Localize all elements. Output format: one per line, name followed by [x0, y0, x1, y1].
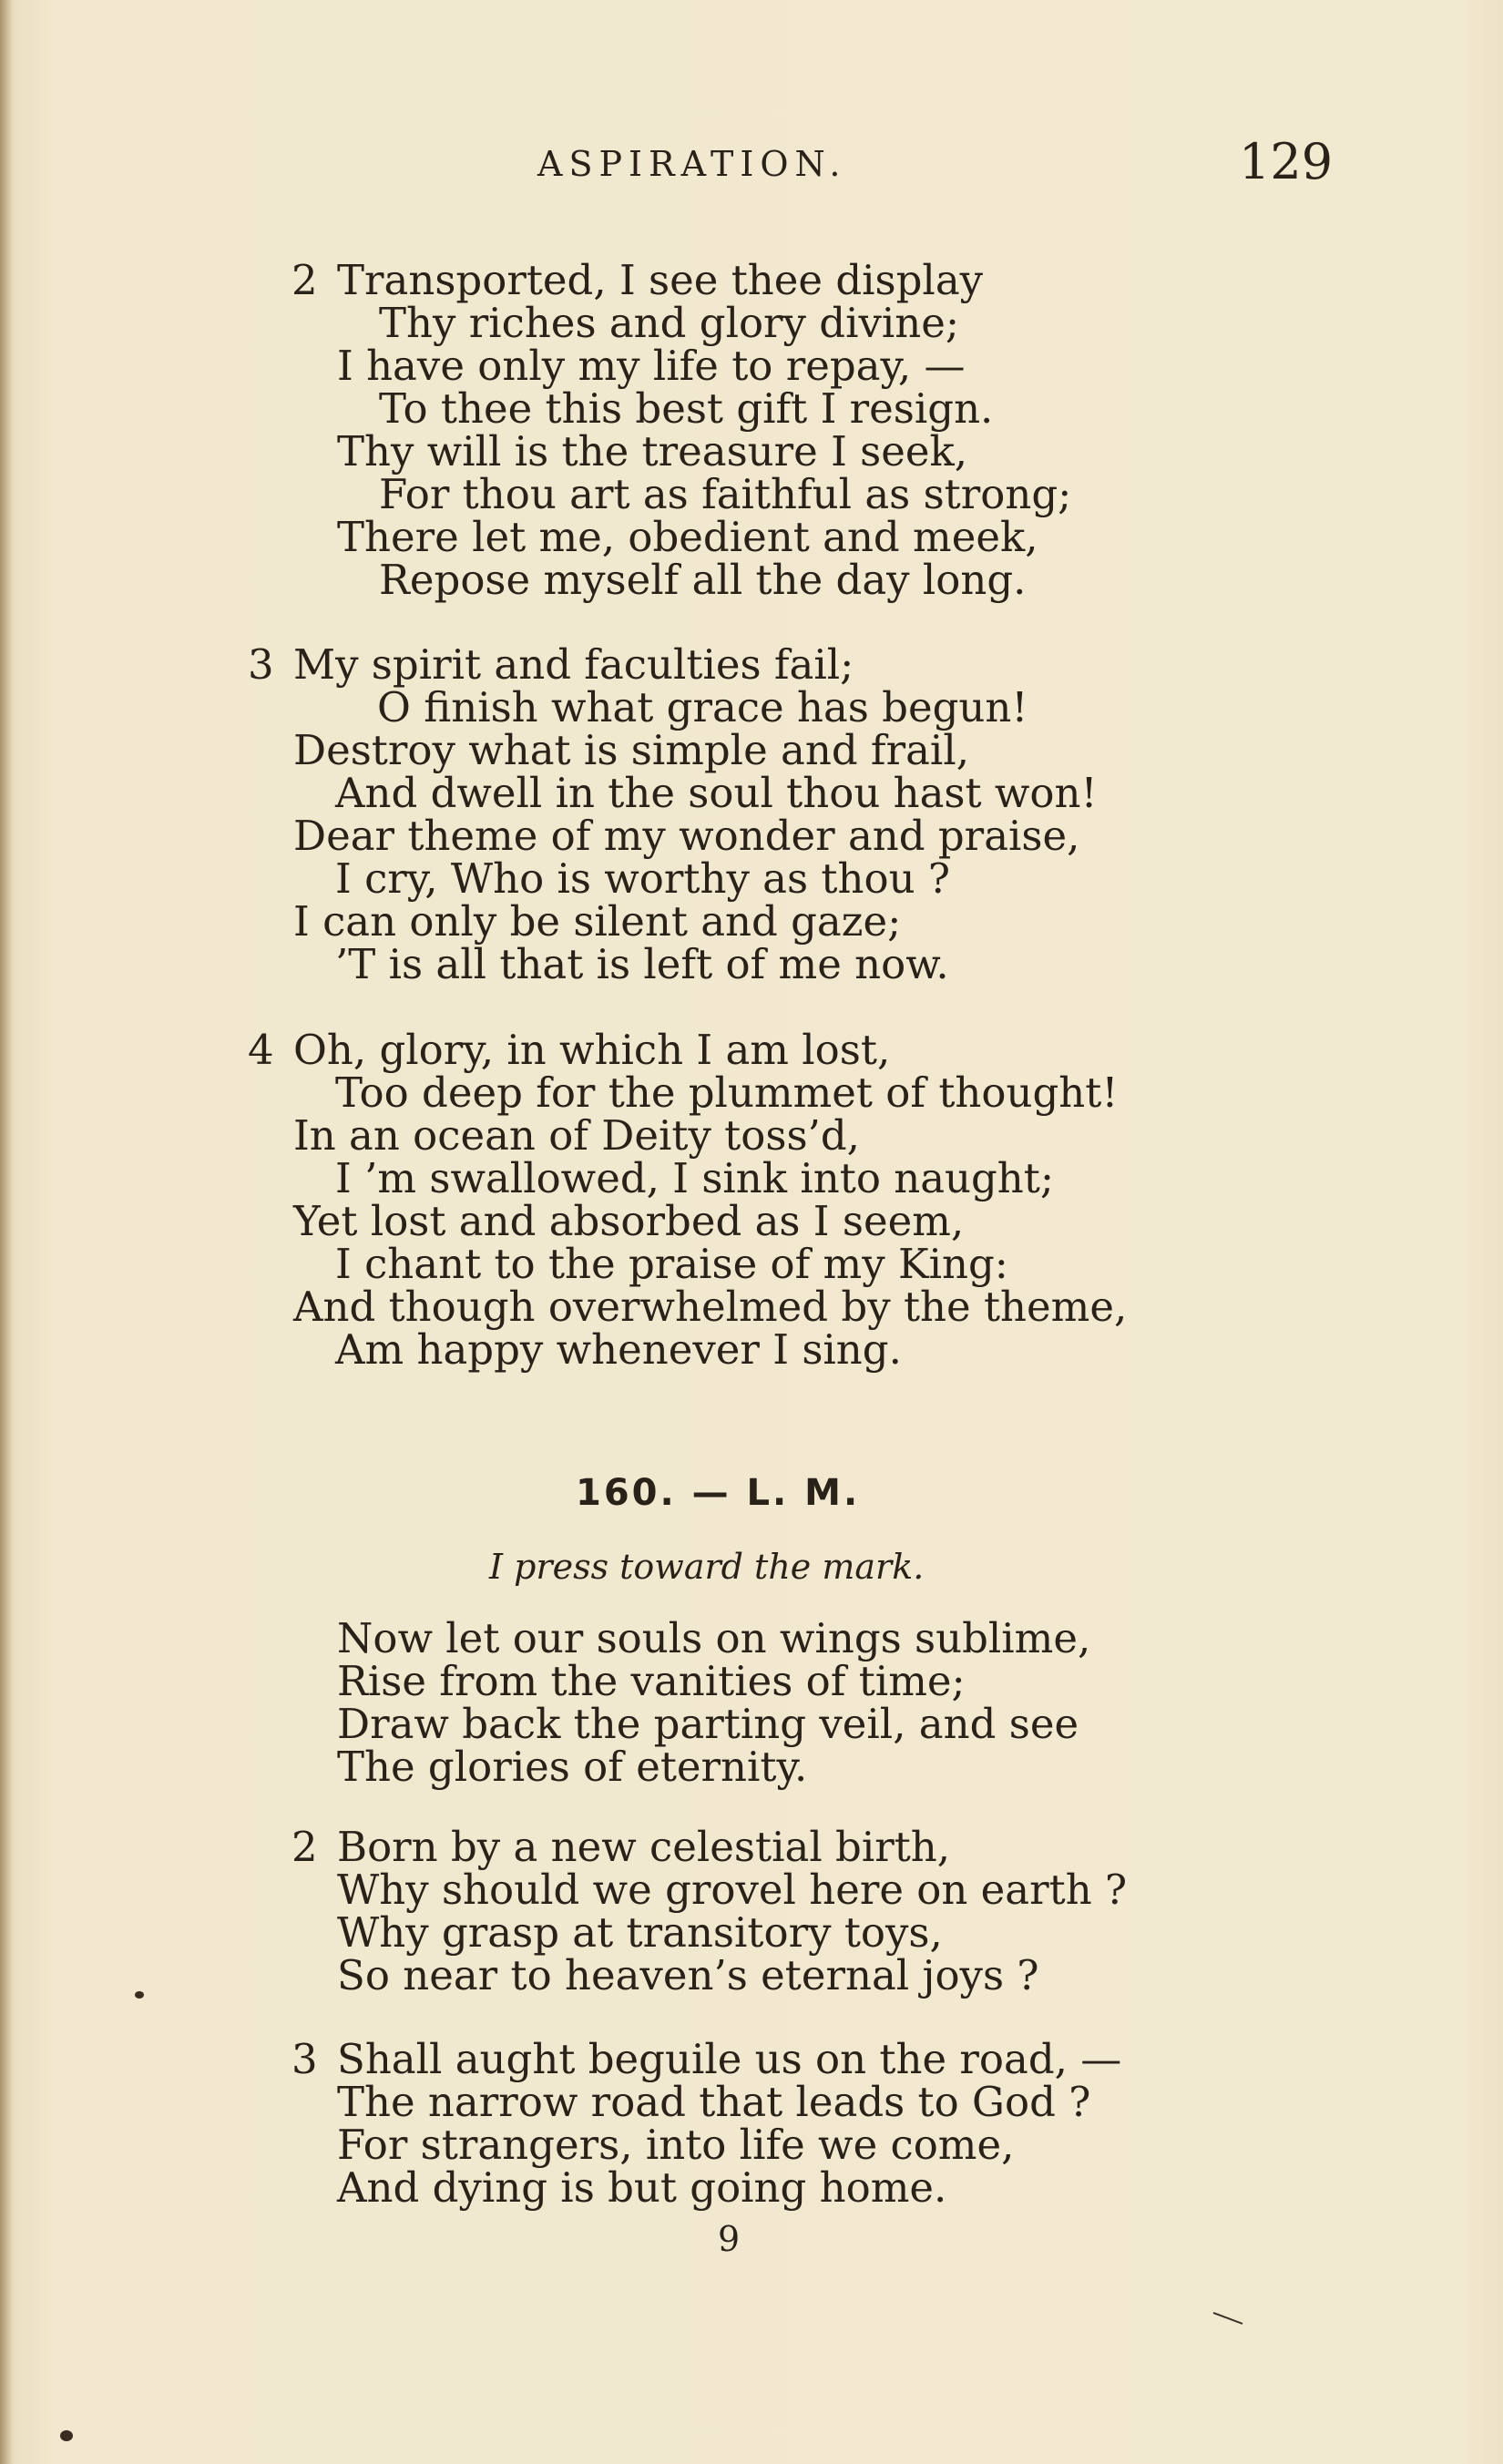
- verse-line: Dear theme of my wonder and praise,: [293, 812, 1080, 860]
- verse-line: I ’m swallowed, I sink into naught;: [335, 1154, 1055, 1202]
- stanza-number: 2: [291, 256, 318, 304]
- verse-line: Thy will is the treasure I seek,: [337, 427, 968, 475]
- verse-line: The glories of eternity.: [337, 1743, 808, 1791]
- verse-line: O finish what grace has begun!: [377, 683, 1028, 731]
- signature-mark: 9: [718, 2219, 741, 2259]
- hymn-subtitle: I press toward the mark.: [489, 1547, 925, 1587]
- verse-line: I cry, Who is worthy as thou ?: [335, 854, 950, 903]
- verse-line: And though overwhelmed by the theme,: [293, 1283, 1128, 1331]
- verse-line: I chant to the praise of my King:: [335, 1240, 1008, 1288]
- verse-line: Why grasp at transitory toys,: [337, 1908, 943, 1957]
- verse-line: For strangers, into life we come,: [337, 2121, 1015, 2169]
- verse-line: I have only my life to repay, —: [337, 342, 966, 390]
- running-head: ASPIRATION.: [537, 144, 847, 184]
- verse-line: To thee this best gift I resign.: [379, 384, 994, 433]
- stanza-number: 2: [291, 1823, 318, 1871]
- verse-line: Yet lost and absorbed as I seem,: [293, 1197, 965, 1245]
- pencil-mark: [1212, 2309, 1248, 2327]
- stanza-number: 3: [248, 640, 274, 689]
- verse-line: So near to heaven’s eternal joys ?: [337, 1951, 1039, 1999]
- page-number: 129: [1239, 133, 1334, 190]
- verse-line: And dwell in the soul thou hast won!: [335, 769, 1098, 817]
- verse-line: ’T is all that is left of me now.: [335, 940, 949, 988]
- verse-line: Oh, glory, in which I am lost,: [293, 1026, 891, 1074]
- verse-line: Born by a new celestial birth,: [337, 1823, 951, 1871]
- verse-line: Destroy what is simple and frail,: [293, 726, 970, 774]
- verse-line: Why should we grovel here on earth ?: [337, 1866, 1128, 1914]
- verse-line: Draw back the parting veil, and see: [337, 1700, 1079, 1748]
- stanza-number: 3: [291, 2035, 318, 2083]
- verse-line: My spirit and faculties fail;: [293, 640, 854, 689]
- verse-line: For thou art as faithful as strong;: [379, 470, 1072, 518]
- verse-line: Transported, I see thee display: [337, 256, 984, 304]
- stanza-number: 4: [248, 1026, 274, 1074]
- verse-line: In an ocean of Deity toss’d,: [293, 1111, 860, 1160]
- verse-line: Am happy whenever I sing.: [335, 1325, 902, 1374]
- verse-line: Rise from the vanities of time;: [337, 1657, 966, 1705]
- verse-line: There let me, obedient and meek,: [337, 513, 1038, 561]
- verse-line: And dying is but going home.: [337, 2163, 947, 2212]
- ink-speck: [135, 1991, 144, 1999]
- verse-line: I can only be silent and gaze;: [293, 897, 902, 946]
- verse-line: Thy riches and glory divine;: [379, 299, 960, 347]
- verse-line: The narrow road that leads to God ?: [337, 2078, 1091, 2126]
- verse-line: Too deep for the plummet of thought!: [335, 1068, 1119, 1117]
- ink-speck: [60, 2430, 73, 2441]
- verse-line: Now let our souls on wings sublime,: [337, 1614, 1091, 1662]
- page-spine-edge: [0, 0, 13, 2464]
- verse-line: Repose myself all the day long.: [379, 556, 1027, 604]
- hymn-heading: 160. — L. M.: [576, 1472, 861, 1514]
- verse-line: Shall aught beguile us on the road, —: [337, 2035, 1122, 2083]
